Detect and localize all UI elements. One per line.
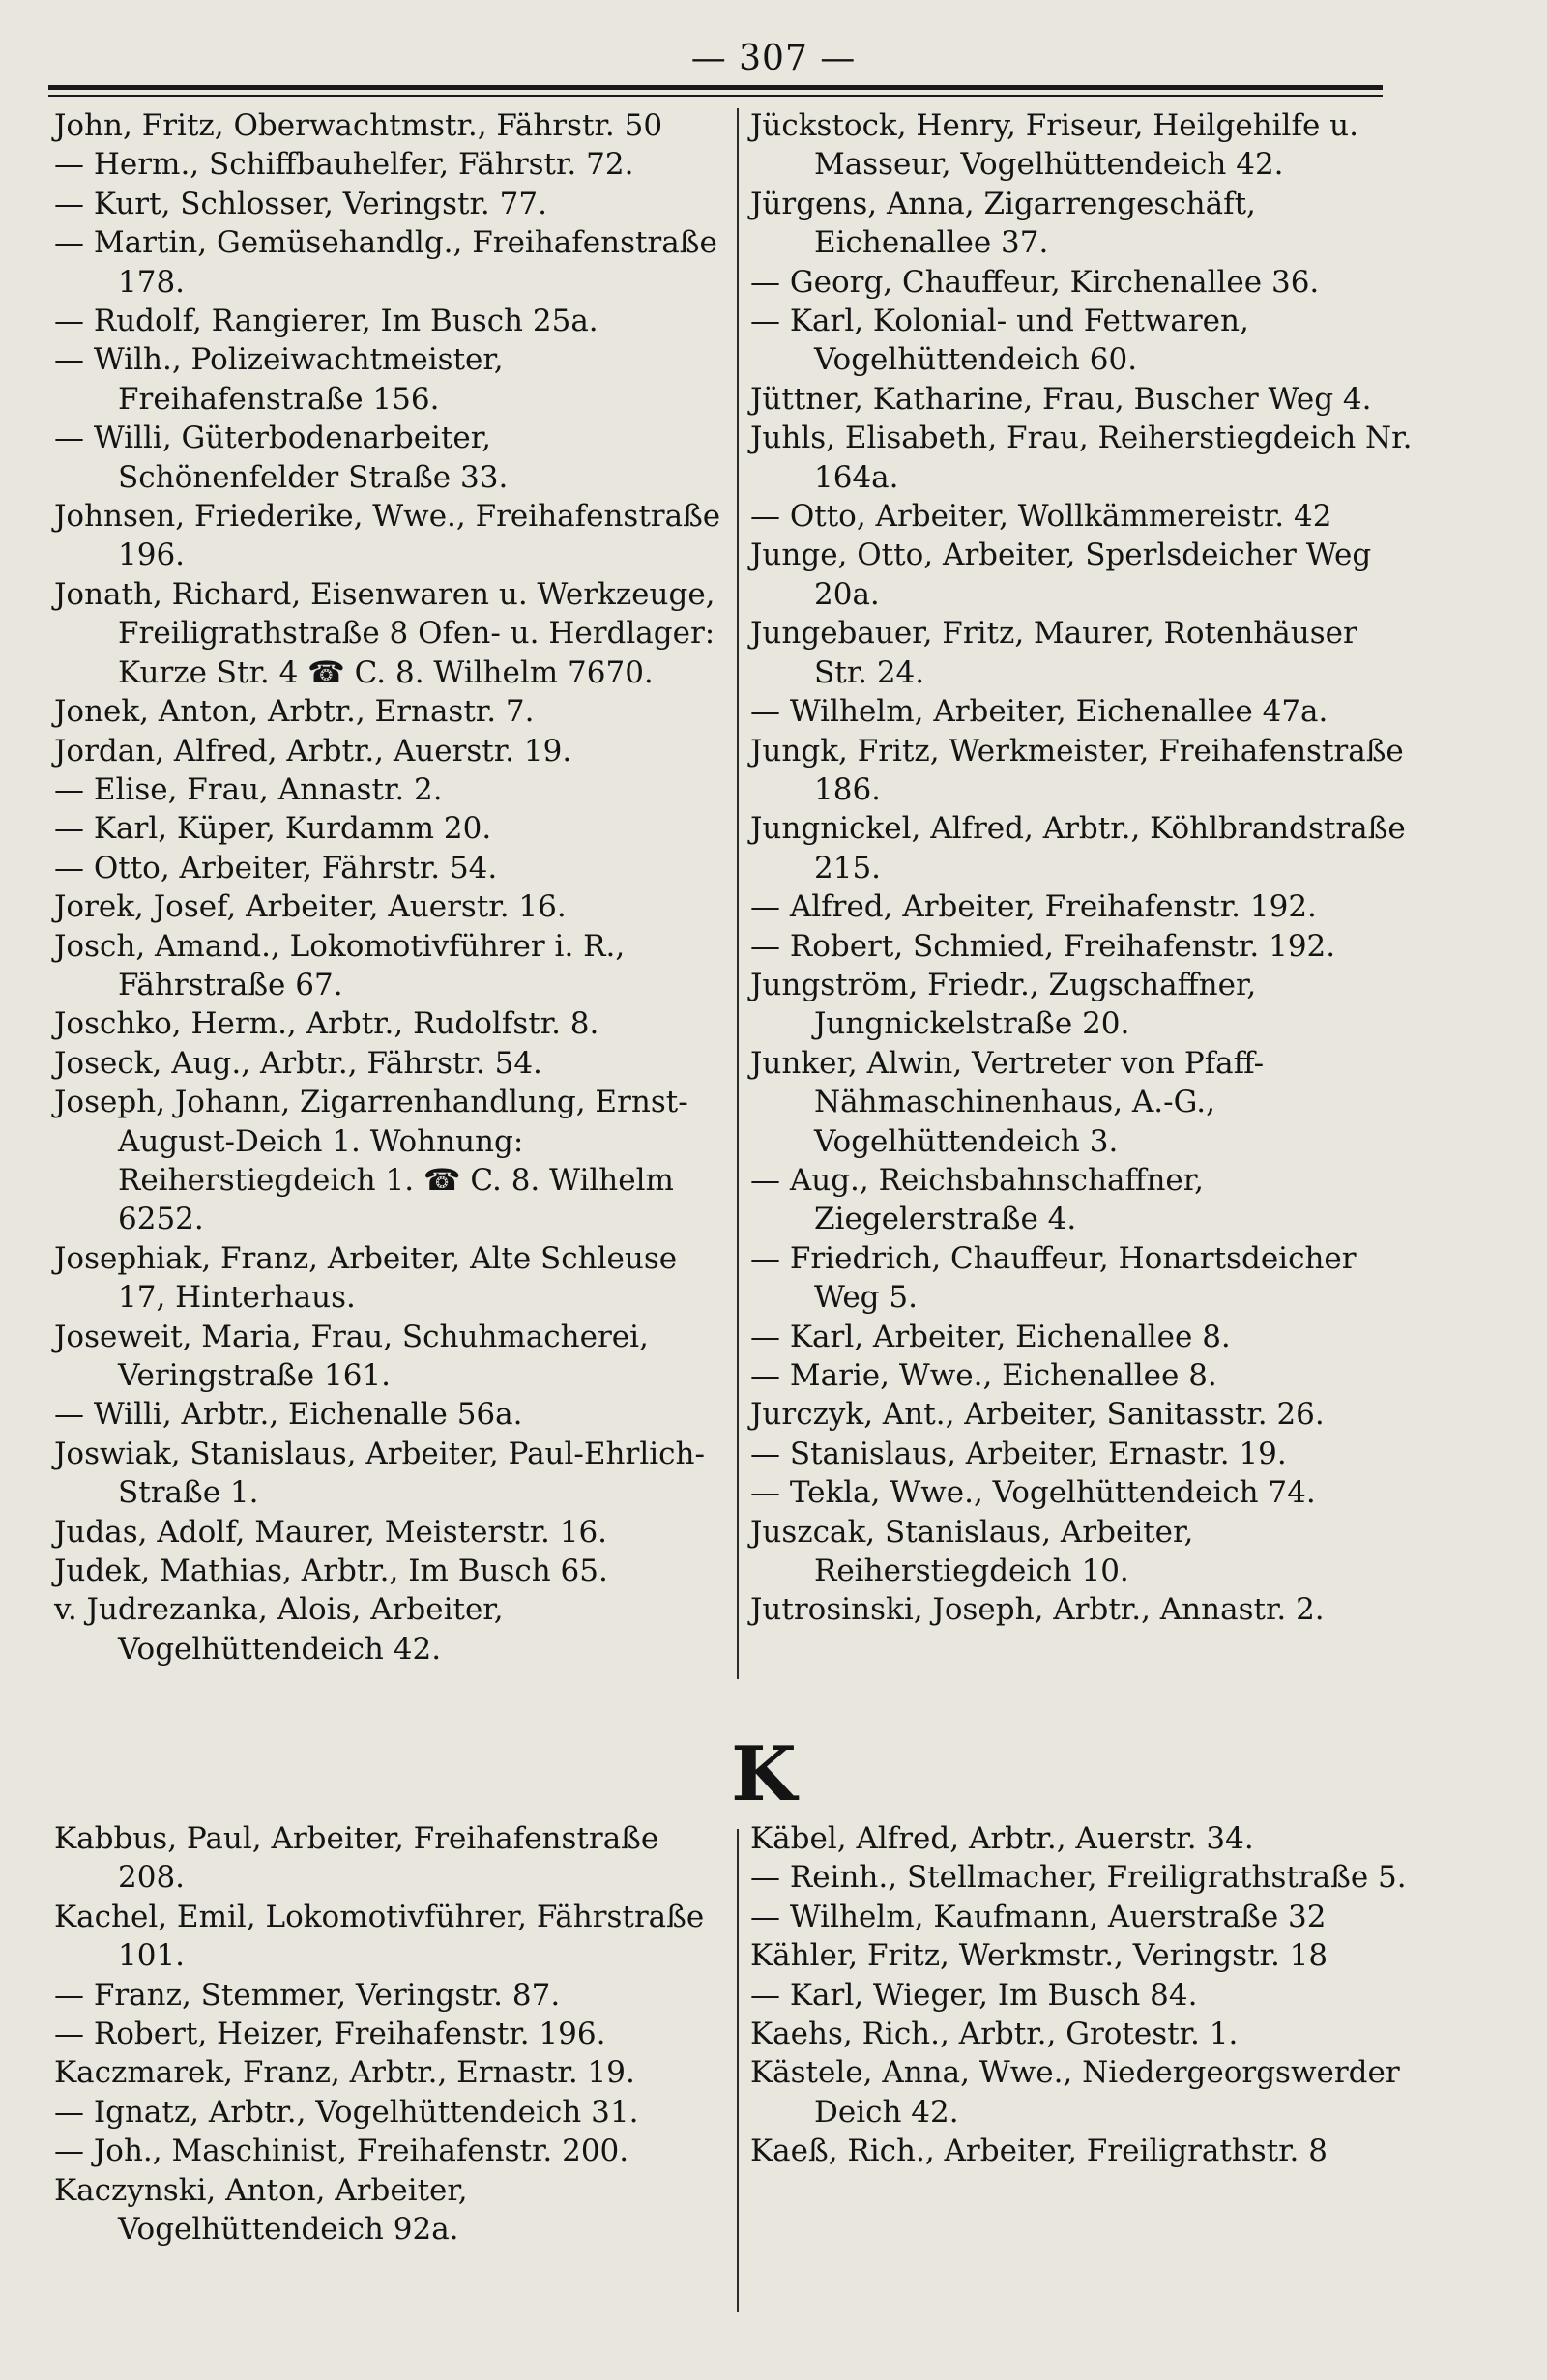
directory-entry: Jungk, Fritz, Werkmeister, Freihafenstraße 186.: [750, 733, 1404, 807]
directory-entry: Josch, Amand., Lokomotivführer i. R., Fährstraße 67.: [54, 928, 626, 1002]
directory-entry: v. Judrezanka, Alois, Arbeiter, Vogelhüttendeich 42.: [54, 1592, 504, 1667]
header-rule-thick: [48, 85, 1383, 90]
directory-entry: Jutrosinski, Joseph, Arbtr., Annastr. 2.: [750, 1592, 1325, 1628]
directory-entry: — Karl, Kolonial- und Fettwaren, Vogelhüttendeich 60.: [750, 304, 1249, 378]
directory-entry: Kästele, Anna, Wwe., Niedergeorgswerder Deich 42.: [750, 2055, 1400, 2130]
directory-entry: — Aug., Reichsbahnschaffner, Ziegelerstraße 4.: [750, 1162, 1205, 1237]
directory-entry: Johnsen, Friederike, Wwe., Freihafenstraße 196.: [54, 499, 721, 573]
directory-entry: Kachel, Emil, Lokomotivführer, Fährstraße 101.: [54, 1899, 705, 1974]
directory-entry: — Alfred, Arbeiter, Freihafenstr. 192.: [750, 889, 1317, 925]
directory-entry: Jungnickel, Alfred, Arbtr., Köhlbrandstraße 215.: [750, 811, 1406, 885]
directory-entry: Kabbus, Paul, Arbeiter, Freihafenstraße 208.: [54, 1821, 659, 1896]
directory-entry: Jordan, Alfred, Arbtr., Auerstr. 19.: [54, 733, 572, 769]
directory-entry: Jonath, Richard, Eisenwaren u. Werkzeuge, Freiligrathstraße 8 Ofen- u. Herdlager: Kurze Str. 4 ☎ C. 8. Wilhelm 7670.: [54, 576, 715, 690]
directory-entry: John, Fritz, Oberwachtmstr., Fährstr. 50: [54, 108, 663, 143]
directory-entry: Josewеit, Maria, Frau, Schuhmacherei, Veringstraße 161.: [54, 1319, 649, 1393]
directory-entry: — Karl, Arbeiter, Eichenallee 8.: [750, 1319, 1231, 1354]
directory-entry: — Ignatz, Arbtr., Vogelhüttendeich 31.: [54, 2094, 639, 2130]
directory-entry: — Wilh., Polizeiwachtmeister, Freihafenstraße 156.: [54, 342, 504, 417]
directory-entry: Joseph, Johann, Zigarrenhandlung, Ernst-August-Deich 1. Wohnung: Reiherstiegdeich 1. ☎ C. 8. Wilhelm 6252.: [54, 1085, 688, 1237]
directory-entry: Juhls, Elisabeth, Frau, Reiherstiegdeich Nr. 164a.: [750, 421, 1413, 495]
column-right-top: [750, 106, 1417, 1630]
directory-entry: — Willi, Güterbodenarbeiter, Schönenfelder Straße 33.: [54, 421, 509, 495]
directory-entry: — Reinh., Stellmacher, Freiligrathstraße 5.: [750, 1860, 1407, 1896]
directory-entry: — Joh., Maschinist, Freihafenstr. 200.: [54, 2133, 629, 2169]
directory-entry: Käbel, Alfred, Arbtr., Auerstr. 34.: [750, 1821, 1254, 1856]
column-left-top: [54, 106, 721, 1669]
directory-entry: Jückstock, Henry, Friseur, Heilgehilfe u. Masseur, Vogelhüttendeich 42.: [750, 108, 1358, 183]
directory-entry: — Stanislaus, Arbeiter, Ernastr. 19.: [750, 1436, 1287, 1471]
directory-entry: Jurczyk, Ant., Arbeiter, Sanitasstr. 26.: [750, 1397, 1325, 1433]
directory-entry: Kaeß, Rich., Arbeiter, Freiligrathstr. 8: [750, 2133, 1328, 2169]
directory-entry: — Friedrich, Chauffeur, Honartsdeicher Weg 5.: [750, 1240, 1357, 1316]
directory-entry: Joseck, Aug., Arbtr., Fährstr. 54.: [54, 1045, 542, 1081]
directory-entry: — Marie, Wwe., Eichenallee 8.: [750, 1358, 1217, 1393]
column-right-bottom: [750, 1819, 1417, 2171]
header-rule-thin: [48, 95, 1383, 97]
directory-entry: Judas, Adolf, Maurer, Meisterstr. 16.: [54, 1514, 608, 1550]
directory-entry: Josephiak, Franz, Arbeiter, Alte Schleuse 17, Hinterhaus.: [54, 1240, 678, 1316]
directory-entry: — Elise, Frau, Annastr. 2.: [54, 771, 443, 807]
directory-entry: — Rudolf, Rangierer, Im Busch 25a.: [54, 304, 598, 339]
directory-entry: — Tekla, Wwe., Vogelhüttendeich 74.: [750, 1475, 1316, 1511]
column-divider-top: [737, 108, 739, 1679]
directory-entry: — Kurt, Schlosser, Veringstr. 77.: [54, 186, 547, 221]
directory-entry: Joswiak, Stanislaus, Arbeiter, Paul-Ehrlich-Straße 1.: [54, 1436, 705, 1511]
directory-entry: Kaczynski, Anton, Arbeiter, Vogelhüttendeich 92a.: [54, 2172, 468, 2248]
directory-entry: — Robert, Heizer, Freihafenstr. 196.: [54, 2017, 606, 2052]
directory-entry: — Otto, Arbeiter, Fährstr. 54.: [54, 850, 498, 885]
directory-entry: Juszcak, Stanislaus, Arbeiter, Reiherstiegdeich 10.: [750, 1514, 1194, 1589]
directory-entry: — Franz, Stemmer, Veringstr. 87.: [54, 1977, 561, 2013]
directory-entry: Jungström, Friedr., Zugschaffner, Jungnickelstraße 20.: [750, 967, 1257, 1042]
directory-entry: — Georg, Chauffeur, Kirchenallee 36.: [750, 264, 1320, 300]
directory-entry: — Karl, Küper, Kurdamm 20.: [54, 811, 492, 847]
directory-entry: Junge, Otto, Arbeiter, Sperlsdeicher Weg 20a.: [750, 537, 1372, 612]
directory-entry: Kähler, Fritz, Werkmstr., Veringstr. 18: [750, 1938, 1328, 1974]
column-divider-bottom: [737, 1829, 739, 2312]
directory-entry: Jonek, Anton, Arbtr., Ernastr. 7.: [54, 694, 535, 730]
directory-entry: Jungebauer, Fritz, Maurer, Rotenhäuser Str. 24.: [750, 616, 1357, 690]
directory-entry: Kaehs, Rich., Arbtr., Grotestr. 1.: [750, 2017, 1239, 2052]
directory-entry: Jüttner, Katharine, Frau, Buscher Weg 4.: [750, 381, 1372, 417]
directory-entry: Judek, Mathias, Arbtr., Im Busch 65.: [54, 1553, 608, 1589]
section-letter-k: K: [731, 1730, 797, 1818]
directory-entry: Kaczmarek, Franz, Arbtr., Ernastr. 19.: [54, 2055, 635, 2091]
directory-entry: Jorek, Josef, Arbeiter, Auerstr. 16.: [54, 889, 567, 925]
directory-entry: — Karl, Wieger, Im Busch 84.: [750, 1977, 1198, 2013]
directory-entry: — Wilhelm, Kaufmann, Auerstraße 32: [750, 1899, 1327, 1934]
directory-entry: — Martin, Gemüsehandlg., Freihafenstraße 178.: [54, 225, 717, 300]
directory-entry: — Otto, Arbeiter, Wollkämmereistr. 42: [750, 499, 1332, 535]
directory-entry: — Willi, Arbtr., Eichenalle 56a.: [54, 1397, 523, 1433]
directory-entry: Junker, Alwin, Vertreter von Pfaff-Nähmaschinenhaus, A.-G., Vogelhüttendeich 3.: [750, 1045, 1265, 1159]
directory-entry: Jürgens, Anna, Zigarrengeschäft, Eichenallee 37.: [750, 186, 1256, 261]
directory-entry: — Wilhelm, Arbeiter, Eichenallee 47a.: [750, 694, 1328, 730]
directory-entry: — Robert, Schmied, Freihafenstr. 192.: [750, 928, 1336, 964]
directory-entry: Joschko, Herm., Arbtr., Rudolfstr. 8.: [54, 1006, 599, 1042]
page-number: — 307 —: [690, 39, 857, 78]
directory-entry: — Herm., Schiffbauhelfer, Fährstr. 72.: [54, 147, 634, 183]
column-left-bottom: [54, 1819, 721, 2249]
